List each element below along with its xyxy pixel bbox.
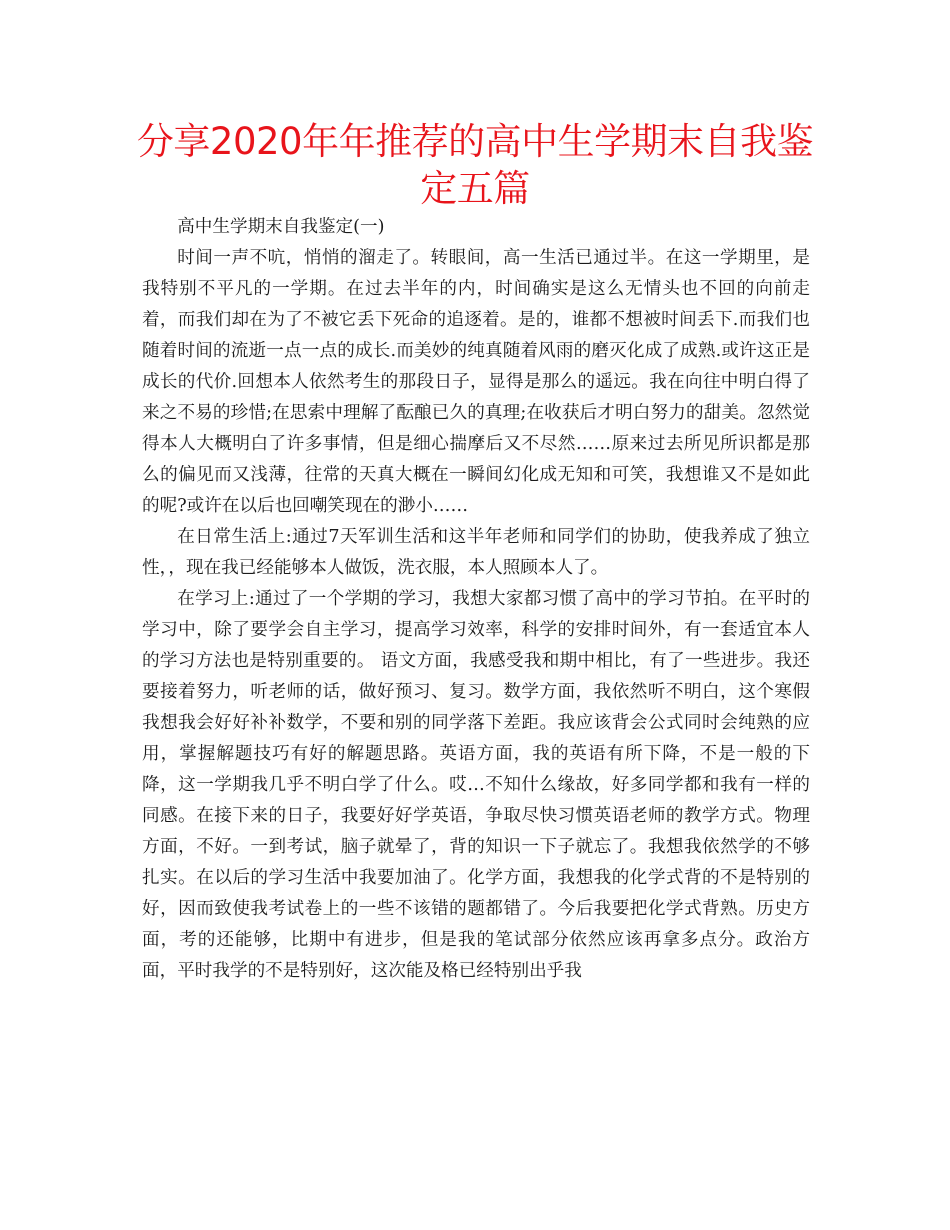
paragraph-study: 在学习上:通过了一个学期的学习，我想大家都习惯了高中的学习节拍。在平时的学习中，除了要学会自主学习，提高学习效率，科学的安排时间外，有一套适宜本人的学习方法也是特别重要的。 语文方面，我感受我和期中相比，有了一些进步。我还要接着努力，听老师的话，做好预习、复习。数学方面，我依然听不明白，这个寒假我想我会好好补补数学，不要和别的同学落下差距。我应该背会公式同时会纯熟的应用，掌握解题技巧有好的解题思路。英语方面，我的英语有所下降，不是一般的下降，这一学期我几乎不明白学了什么。哎…不知什么缘故，好多同学都和我有一样的同感。在接下来的日子，我要好好学英语，争取尽快习惯英语老师的教学方式。物理方面，不好。一到考试，脑子就晕了，背的知识一下子就忘了。我想我依然学的不够扎实。在以后的学习生活中我要加油了。化学方面，我想我的化学式背的不是特别的好，因而致使我考试卷上的一些不该错的题都错了。今后我要把化学式背熟。历史方面，考的还能够，比期中有进步，但是我的笔试部分依然应该再拿多点分。政治方面，平时我学的不是特别好，这次能及格已经特别出乎我 (142, 589, 810, 981)
document-title: 分享2020年年推荐的高中生学期末自我鉴定五篇 (136, 120, 814, 210)
paragraph-intro: 时间一声不吭，悄悄的溜走了。转眼间，高一生活已通过半。在这一学期里，是我特别不平凡的一学期。在过去半年的内，时间确实是这么无情头也不回的向前走着，而我们却在为了不被它丢下死命的追逐着。是的，谁都不想被时间丢下.而我们也随着时间的流逝一点一点的成长.而美妙的纯真随着风雨的磨灭化成了成熟.或许这正是成长的代价.回想本人依然考生的那段日子，显得是那么的遥远。我在向往中明白得了来之不易的珍惜;在思索中理解了酝酿已久的真理;在收获后才明白努力的甜美。忽然觉得本人大概明白了许多事情，但是细心揣摩后又不尽然……原来过去所见所识都是那么的偏见而又浅薄，往常的天真大概在一瞬间幻化成无知和可笑，我想谁又不是如此的呢?或许在以后也回嘲笑现在的渺小…… (142, 248, 810, 516)
paragraph-daily-life: 在日常生活上:通过7天军训生活和这半年老师和同学们的协助，使我养成了独立性，，现在我已经能够本人做饭，洗衣服，本人照顾本人了。 (142, 527, 810, 578)
document-body (142, 212, 810, 987)
section-heading: 高中生学期末自我鉴定(一) (177, 217, 385, 237)
